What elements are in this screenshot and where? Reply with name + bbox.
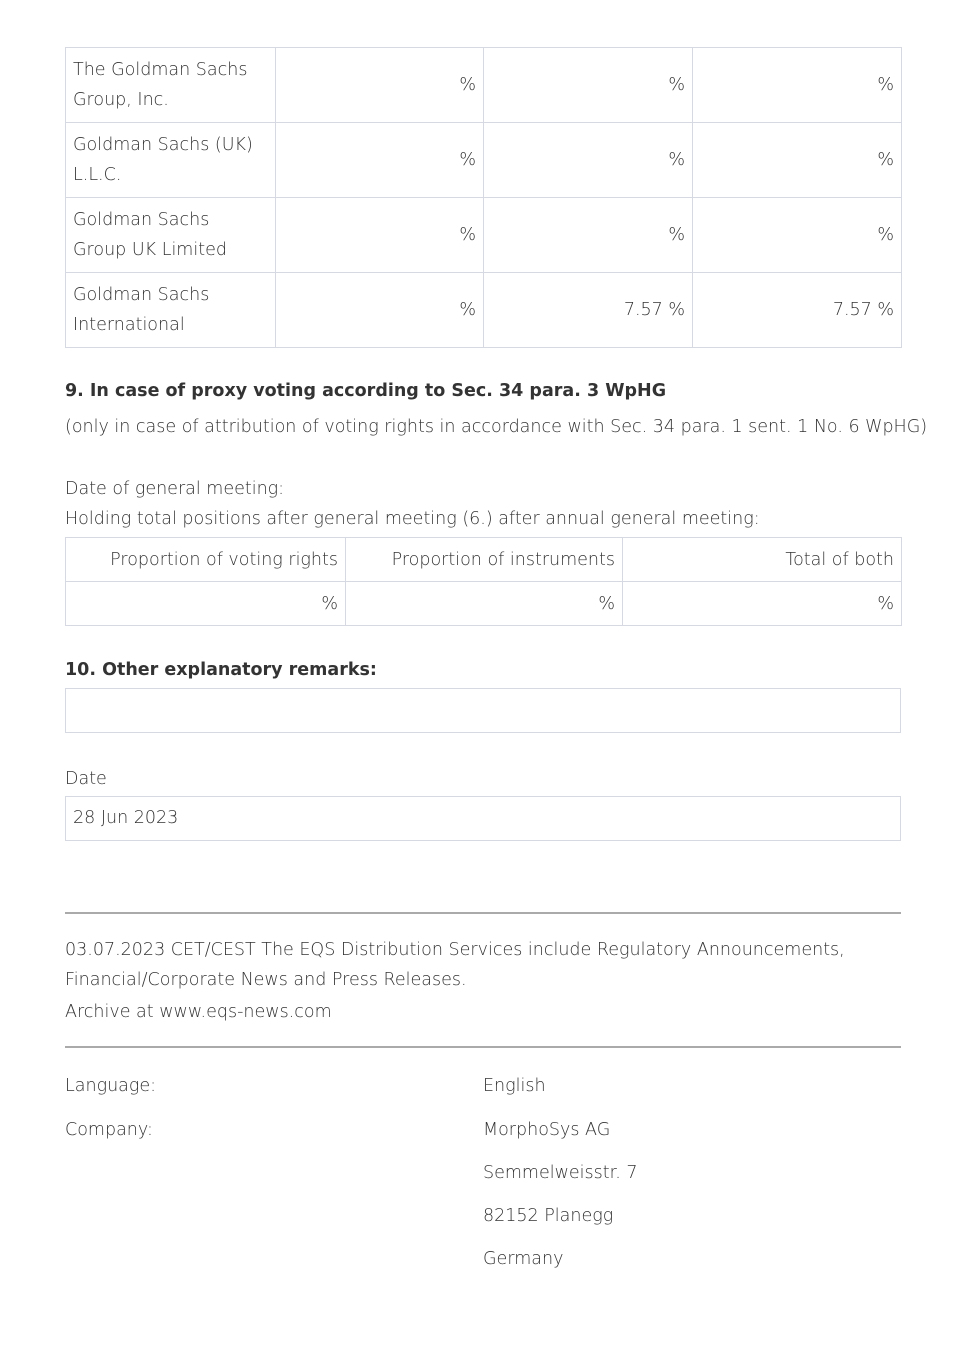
entity-name: Goldman Sachs International [66,273,276,348]
section-9-subtext: (only in case of attribution of voting rights in accordance with Sec. 34 para. 1 sent. 1 No. 6 WpHG) [65,417,928,437]
table-row [66,123,902,198]
entity-name: Goldman Sachs Group UK Limited [66,198,276,273]
date-value: 28 Jun 2023 [65,796,901,841]
value-instruments: % [346,582,623,626]
remarks-box [65,688,901,733]
instruments-value: % [484,198,693,273]
company-country: Germany [483,1249,564,1269]
value-total: % [623,582,902,626]
divider [65,912,901,914]
entity-name: Goldman Sachs (UK) L.L.C. [66,123,276,198]
general-meeting-date-label: Date of general meeting: [65,479,285,499]
table-header-row [66,538,902,582]
instruments-value: 7.57 % [484,273,693,348]
table-row [66,48,902,123]
footer-text: 03.07.2023 CET/CEST The EQS Distribution Services include Regulatory Announcements, Financial/Corporate News and Press Releases. [65,940,845,990]
section-10-heading: 10. Other explanatory remarks: [65,660,377,680]
table-row [66,582,902,626]
table-row [66,198,902,273]
divider [65,1046,901,1048]
total-value: % [693,123,902,198]
language-label: Language: [65,1076,157,1096]
total-value: 7.57 % [693,273,902,348]
language-value: English [483,1076,546,1096]
header-instruments: Proportion of instruments [346,538,623,582]
company-label: Company: [65,1120,153,1140]
company-name: MorphoSys AG [483,1120,611,1140]
header-voting-rights: Proportion of voting rights [66,538,346,582]
proxy-voting-table [65,537,902,626]
date-label: Date [65,769,107,789]
holdings-table [65,47,902,348]
entity-name: The Goldman Sachs Group, Inc. [66,48,276,123]
voting-rights-value: % [276,48,484,123]
company-city: 82152 Planegg [483,1206,614,1226]
company-street: Semmelweisstr. 7 [483,1163,638,1183]
archive-text: Archive at www.eqs-news.com [65,1002,332,1022]
value-voting-rights: % [66,582,346,626]
table-row [66,273,902,348]
total-value: % [693,198,902,273]
section-9-heading: 9. In case of proxy voting according to Sec. 34 para. 3 WpHG [65,381,667,401]
instruments-value: % [484,123,693,198]
voting-rights-value: % [276,123,484,198]
voting-rights-value: % [276,273,484,348]
header-total: Total of both [623,538,902,582]
instruments-value: % [484,48,693,123]
voting-rights-value: % [276,198,484,273]
holding-total-label: Holding total positions after general meeting (6.) after annual general meeting: [65,509,760,529]
total-value: % [693,48,902,123]
